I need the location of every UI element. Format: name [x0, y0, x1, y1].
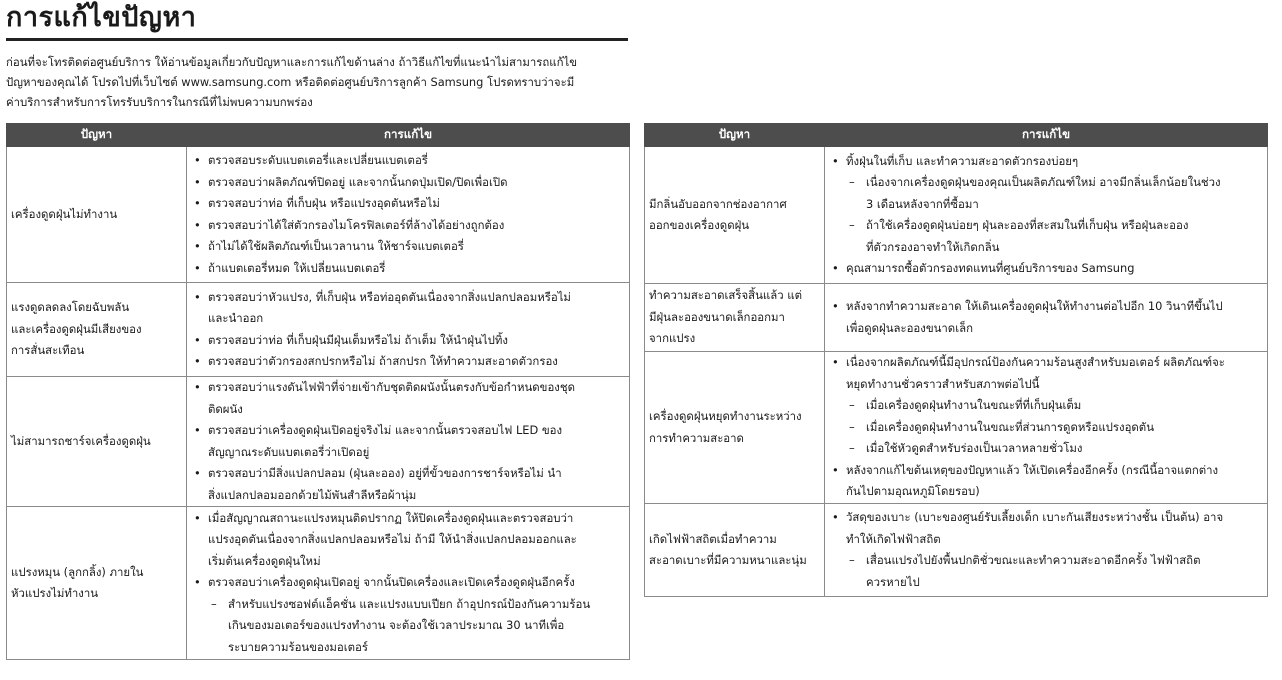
- solution-cell: [187, 377, 630, 507]
- table-row: [7, 377, 630, 507]
- solution-item: [191, 330, 625, 352]
- solution-text: สัญญาณระดับแบตเตอรี่ว่าเปิดอยู่: [208, 444, 370, 459]
- table-header-row: [7, 124, 630, 147]
- solution-cell: [825, 284, 1268, 352]
- solution-item: [191, 258, 625, 280]
- solution-text: แปรงอุดตันเนื่องจากสิ่งแปลกปลอมหรือไม่ ถ้ามี ให้นำสิ่งแปลกปลอมออกและ: [208, 532, 577, 547]
- solution-item: [829, 151, 1263, 173]
- solution-subitem: [191, 594, 625, 659]
- solution-text: เริ่มต้นเครื่องดูดฝุ่นใหม่: [208, 553, 321, 568]
- problem-text: เครื่องดูดฝุ่นไม่ทำงาน: [11, 206, 118, 221]
- solution-list: [191, 287, 625, 373]
- problem-cell: [7, 147, 187, 283]
- solution-text: – เมื่อเครื่องดูดฝุ่นทำงานในขณะที่ที่เก็บฝุ่นเต็ม: [866, 398, 1082, 413]
- table-row: [7, 507, 630, 660]
- problem-text: และเครื่องดูดฝุ่นมีเสียงของ: [11, 321, 142, 336]
- problem-text: หัวแปรงไม่ทำงาน: [11, 586, 99, 600]
- problem-text: แปรงหมุน (ลูกกลิ้ง) ภายใน: [11, 564, 144, 579]
- solution-cell: [825, 504, 1268, 597]
- table-row: [645, 352, 1268, 504]
- solution-list: [191, 150, 625, 279]
- solution-text: และนำออก: [208, 311, 264, 325]
- intro-paragraph: [6, 52, 626, 112]
- column-header-problem: ปัญหา: [7, 124, 187, 147]
- solution-text: • ตรวจสอบว่ามีสิ่งแปลกปลอม (ฝุ่นละออง) อยู่ที่ขั้วของการชาร์จหรือไม่ นำ: [208, 466, 562, 480]
- solution-text: เพื่อดูดฝุ่นละอองขนาดเล็ก: [846, 320, 973, 335]
- solution-item: [191, 193, 625, 215]
- solution-item: [191, 420, 625, 463]
- problem-text: แรงดูดลดลงโดยฉับพลัน: [11, 300, 130, 315]
- troubleshooting-table-left: [6, 123, 630, 660]
- solution-text: • หลังจากทำความสะอาด ให้เดินเครื่องดูดฝุ่นให้ทำงานต่อไปอีก 10 วินาทีขึ้นไป: [846, 299, 1223, 313]
- solution-text: • เมื่อสัญญาณสถานะแปรงหมุนติดปรากฏ ให้ปิดเครื่องดูดฝุ่นและตรวจสอบว่า: [208, 510, 574, 525]
- solution-text: • ตรวจสอบว่าเครื่องดูดฝุ่นเปิดอยู่ จากนั้นปิดเครื่องและเปิดเครื่องดูดฝุ่นอีกครั้ง: [208, 575, 575, 590]
- solution-item: [191, 172, 625, 194]
- solution-text: – เสื่อนแปรงไปยังพื้นปกติชั่วขณะและทำความสะอาดอีกครั้ง ไฟฟ้าสถิต: [866, 553, 1201, 567]
- solution-text: ควรหายไป: [866, 574, 920, 589]
- solution-subitem: [829, 417, 1263, 439]
- intro-line: ก่อนที่จะโทรติดต่อศูนย์บริการ ให้อ่านข้อมูลเกี่ยวกับปัญหาและการแก้ไขด้านล่าง ถ้าวิธีแก้ไขที่แนะนำไม่สามารถแก้ไข: [6, 55, 578, 69]
- solution-text: • ถ้าไม่ได้ใช้ผลิตภัณฑ์เป็นเวลานาน ให้ชาร์จแบตเตอรี่: [208, 239, 464, 253]
- solution-item: [191, 287, 625, 330]
- problem-text: สะอาดเบาะที่มีความหนาและนุ่ม: [649, 553, 807, 567]
- column-header-solution: การแก้ไข: [187, 124, 630, 147]
- solution-text: • ตรวจสอบว่าผลิตภัณฑ์ปิดอยู่ และจากนั้นกดปุ่มเปิด/ปิดเพื่อเปิด: [208, 174, 508, 189]
- solution-text: – เมื่อเครื่องดูดฝุ่นทำงานในขณะที่ส่วนการดูดหรือแปรงอุดตัน: [866, 419, 1154, 434]
- solution-list: [829, 151, 1263, 280]
- troubleshooting-table-right: [644, 123, 1268, 597]
- solution-text: • เนื่องจากผลิตภัณฑ์นี้มีอุปกรณ์ป้องกันความร้อนสูงสำหรับมอเตอร์ ผลิตภัณฑ์จะ: [846, 355, 1225, 370]
- solution-list: [829, 296, 1263, 339]
- problem-text: มีกลิ่นอับออกจากช่องอากาศ: [649, 196, 787, 211]
- solution-text: สิ่งแปลกปลอมออกด้วยไม้พันสำลีหรือผ้านุ่ม: [208, 487, 417, 502]
- solution-list: [829, 352, 1263, 503]
- problem-text: ไม่สามารถชาร์จเครื่องดูดฝุ่น: [11, 433, 151, 448]
- table-row: [7, 283, 630, 377]
- solution-item: [191, 351, 625, 373]
- solution-text: • คุณสามารถซื้อตัวกรองทดแทนที่ศูนย์บริการของ Samsung: [846, 261, 1135, 275]
- solution-text: – เมื่อใช้หัวดูดสำหรับร่องเป็นเวลาหลายชั่วโมง: [866, 441, 1083, 456]
- solution-item: [191, 508, 625, 573]
- table-row: [645, 284, 1268, 352]
- solution-subitem: [829, 215, 1263, 258]
- solution-item: [191, 236, 625, 258]
- solution-text: • ทิ้งฝุ่นในที่เก็บ และทำความสะอาดตัวกรองบ่อยๆ: [846, 153, 1079, 168]
- solution-item: [829, 352, 1263, 395]
- table-row: [645, 504, 1268, 597]
- solution-text: – เนื่องจากเครื่องดูดฝุ่นของคุณเป็นผลิตภัณฑ์ใหม่ อาจมีกลิ่นเล็กน้อยในช่วง: [866, 175, 1221, 189]
- solution-text: • ตรวจสอบว่าได้ใส่ตัวกรองไมโครฟิลเตอร์ที่ล้างได้อย่างถูกต้อง: [208, 217, 505, 232]
- solution-text: – ถ้าใช้เครื่องดูดฝุ่นบ่อยๆ ฝุ่นละอองที่สะสมในที่เก็บฝุ่น หรือฝุ่นละออง: [866, 218, 1189, 232]
- solution-text: ทำให้เกิดไฟฟ้าสถิต: [846, 531, 941, 546]
- solution-text: กันไปตามอุณหภูมิโดยรอบ): [846, 484, 980, 499]
- solution-item: [829, 460, 1263, 503]
- solution-text: • ตรวจสอบระดับแบตเตอรี่และเปลี่ยนแบตเตอรี่: [208, 153, 428, 167]
- solution-text: • หลังจากแก้ไขต้นเหตุของปัญหาแล้ว ให้เปิดเครื่องอีกครั้ง (กรณีนี้อาจแตกต่าง: [846, 462, 1219, 477]
- solution-item: [191, 215, 625, 237]
- solution-list: [191, 508, 625, 659]
- intro-line: ค่าบริการสำหรับการโทรรับบริการในกรณีที่ไม่พบความบกพร่อง: [6, 95, 313, 109]
- table-row: [7, 147, 630, 283]
- solution-item: [191, 463, 625, 506]
- problem-text: การสั่นสะเทือน: [11, 343, 85, 358]
- solution-text: • ตรวจสอบว่าเครื่องดูดฝุ่นเปิดอยู่จริงไม่ และจากนั้นตรวจสอบไฟ LED ของ: [208, 423, 563, 437]
- problem-text: มีฝุ่นละอองขนาดเล็กออกมา: [649, 309, 785, 324]
- solution-text: เกินของมอเตอร์ของแปรงทำงาน จะต้องใช้เวลาประมาณ 30 นาทีเพื่อ: [228, 618, 565, 633]
- solution-text: ระบายความร้อนของมอเตอร์: [228, 639, 368, 654]
- solution-text: • ถ้าแบตเตอรี่หมด ให้เปลี่ยนแบตเตอรี่: [208, 260, 386, 275]
- solution-text: • ตรวจสอบว่าหัวแปรง, ที่เก็บฝุ่น หรือท่ออุดตันเนื่องจากสิ่งแปลกปลอมหรือไม่: [208, 289, 571, 304]
- problem-cell: [645, 284, 825, 352]
- solution-text: • ตรวจสอบว่าท่อ ที่เก็บฝุ่น หรือแปรงอุดตันหรือไม่: [208, 196, 440, 210]
- solution-subitem: [829, 172, 1263, 215]
- solution-text: หยุดทำงานชั่วคราวสำหรับสภาพต่อไปนี้: [846, 376, 1040, 391]
- intro-line: ปัญหาของคุณได้ โปรดไปที่เว็บไซต์ www.samsung.com หรือติดต่อศูนย์บริการลูกค้า Samsung โปรดทราบว่าจะมี: [6, 75, 575, 89]
- solution-item: [191, 150, 625, 172]
- problem-text: ทำความสะอาดเสร็จสิ้นแล้ว แต่: [649, 288, 802, 303]
- solution-text: 3 เดือนหลังจากที่ซื้อมา: [866, 196, 979, 211]
- solution-item: [829, 296, 1263, 339]
- table-row: [645, 147, 1268, 284]
- solution-list: [191, 377, 625, 506]
- solution-cell: [187, 147, 630, 283]
- solution-item: [829, 507, 1263, 550]
- solution-item: [191, 377, 625, 420]
- solution-cell: [825, 147, 1268, 284]
- solution-text: • ตรวจสอบว่าท่อ ที่เก็บฝุ่นมีฝุ่นเต็มหรือไม่ ถ้าเต็ม ให้นำฝุ่นไปทิ้ง: [208, 332, 508, 347]
- problem-text: เกิดไฟฟ้าสถิตเมื่อทำความ: [649, 531, 777, 546]
- solution-text: • วัสดุของเบาะ (เบาะของศูนย์รับเลี้ยงเด็ก เบาะกันเสียงระหว่างชั้น เป็นต้น) อาจ: [846, 510, 1224, 524]
- solution-subitem: [829, 550, 1263, 593]
- solution-item: [191, 572, 625, 594]
- solution-text: ที่ตัวกรองอาจทำให้เกิดกลิ่น: [866, 239, 1000, 254]
- solution-list: [829, 507, 1263, 593]
- problem-cell: [7, 377, 187, 507]
- table-header-row: [645, 124, 1268, 147]
- solution-subitem: [829, 438, 1263, 460]
- solution-text: • ตรวจสอบว่าแรงดันไฟฟ้าที่จ่ายเข้ากับชุดติดผนังนั้นตรงกับข้อกำหนดของชุด: [208, 380, 575, 394]
- problem-text: ออกของเครื่องดูดฝุ่น: [649, 218, 750, 232]
- problem-cell: [7, 507, 187, 660]
- problem-text: เครื่องดูดฝุ่นหยุดทำงานระหว่าง: [649, 409, 802, 423]
- solution-cell: [187, 283, 630, 377]
- column-header-problem: ปัญหา: [645, 124, 825, 147]
- title-divider: [6, 38, 628, 41]
- problem-text: การทำความสะอาด: [649, 430, 744, 445]
- solution-subitem: [829, 395, 1263, 417]
- solution-cell: [825, 352, 1268, 504]
- solution-cell: [187, 507, 630, 660]
- page-title: การแก้ไขปัญหา: [6, 2, 197, 33]
- solution-item: [829, 258, 1263, 280]
- problem-cell: [7, 283, 187, 377]
- solution-text: – สำหรับแปรงซอฟต์แอ็คชั่น และแปรงแบบเปียก ถ้าอุปกรณ์ป้องกันความร้อน: [228, 596, 591, 611]
- problem-text: จากแปรง: [649, 331, 696, 346]
- problem-cell: [645, 504, 825, 597]
- solution-text: ติดผนัง: [208, 401, 243, 416]
- problem-cell: [645, 147, 825, 284]
- solution-text: • ตรวจสอบว่าตัวกรองสกปรกหรือไม่ ถ้าสกปรก ให้ทำความสะอาดตัวกรอง: [208, 354, 558, 368]
- column-header-solution: การแก้ไข: [825, 124, 1268, 147]
- problem-cell: [645, 352, 825, 504]
